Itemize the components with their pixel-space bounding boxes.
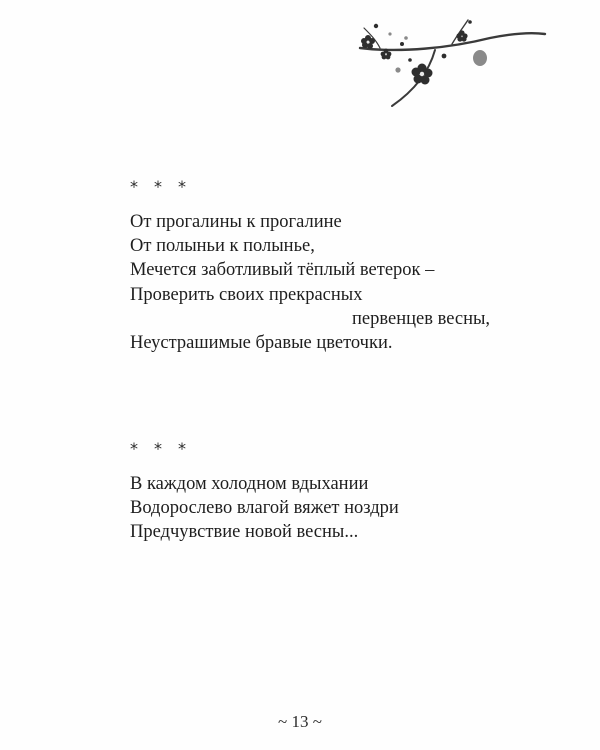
poem-line: Водорослево влагой вяжет ноздри bbox=[130, 498, 399, 519]
poem-line: Мечется заботливый тёплый ветерок – bbox=[130, 260, 435, 281]
poem-line: Проверить своих прекрасных bbox=[130, 284, 363, 305]
poem-line: От полыньи к полынье, bbox=[130, 236, 315, 257]
poem-lines bbox=[130, 472, 550, 545]
poem-first bbox=[130, 176, 550, 355]
poem-line: В каждом холодном вдыхании bbox=[130, 474, 369, 494]
poem-line: Предчувствие новой весны... bbox=[130, 522, 359, 543]
blossom-branch-illustration bbox=[340, 8, 550, 113]
blossom-buds bbox=[388, 32, 487, 72]
divider-asterisk: * bbox=[130, 177, 149, 196]
divider-asterisk: * bbox=[178, 439, 197, 458]
section-divider-stars bbox=[130, 176, 550, 198]
poem-lines bbox=[130, 210, 550, 355]
divider-asterisk: * bbox=[154, 177, 173, 196]
poem-second bbox=[130, 438, 550, 545]
poem-line: Неустрашимые бравые цветочки. bbox=[130, 332, 393, 353]
page-number: ~ 13 ~ bbox=[278, 712, 322, 731]
divider-asterisk: * bbox=[178, 177, 197, 196]
divider-asterisk: * bbox=[130, 439, 149, 458]
branch-main bbox=[360, 33, 545, 50]
poem-line: От прогалины к прогалине bbox=[130, 212, 342, 232]
poem-line-continuation: первенцев весны, bbox=[352, 308, 491, 329]
blossom-flowers bbox=[361, 20, 472, 84]
section-divider-stars bbox=[130, 438, 550, 460]
divider-asterisk: * bbox=[154, 439, 173, 458]
